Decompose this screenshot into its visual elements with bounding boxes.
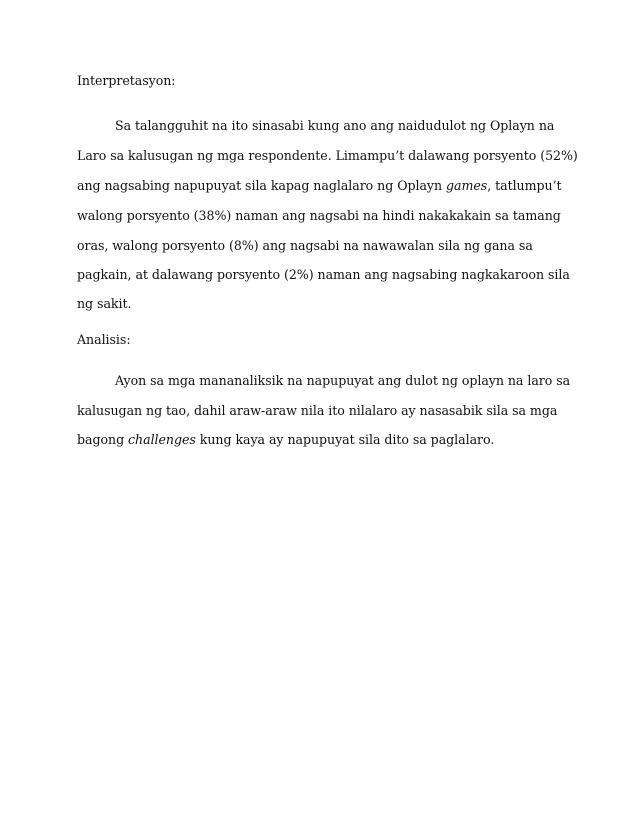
section-heading-interpretasyon: Interpretasyon: [77, 73, 176, 88]
text-run: ang nagsabing napupuyat sila kapag naglalaro ng Oplayn [77, 178, 446, 193]
italic-text-run: games [446, 178, 488, 193]
paragraph-line: Sa talangguhit na ito sinasabi kung ano ang naidudulot ng Oplayn na [115, 118, 555, 133]
paragraph-line: walong porsyento (38%) naman ang nagsabi na hindi nakakakain sa tamang [77, 208, 561, 223]
paragraph-line [77, 178, 562, 194]
text-run: , tatlumpu’t [487, 178, 562, 193]
paragraph-line [77, 432, 494, 448]
paragraph-line: kalusugan ng tao, dahil araw-araw nila ito nilalaro ay nasasabik sila sa mga [77, 403, 558, 418]
paragraph-line: pagkain, at dalawang porsyento (2%) naman ang nagsabing nagkakaroon sila [77, 267, 570, 282]
paragraph-line: oras, walong porsyento (8%) ang nagsabi na nawawalan sila ng gana sa [77, 238, 533, 253]
italic-text-run: challenges [128, 432, 196, 447]
section-heading-analisis: Analisis: [77, 332, 131, 347]
paragraph-line: Laro sa kalusugan ng mga respondente. Limampu’t dalawang porsyento (52%) [77, 148, 578, 163]
paragraph-line: ng sakit. [77, 296, 132, 311]
text-run: bagong [77, 432, 129, 447]
paragraph-line: Ayon sa mga mananaliksik na napupuyat ang dulot ng oplayn na laro sa [115, 373, 571, 388]
text-run: kung kaya ay napupuyat sila dito sa paglalaro. [195, 432, 495, 447]
